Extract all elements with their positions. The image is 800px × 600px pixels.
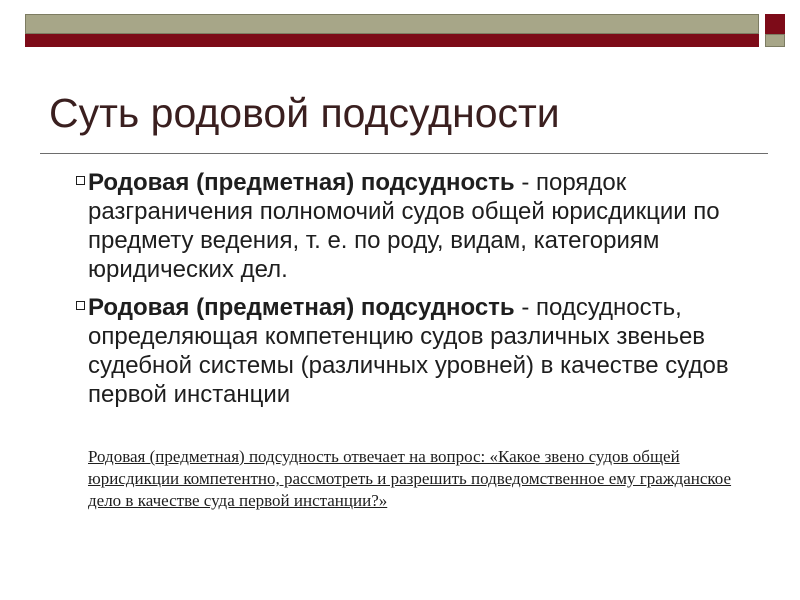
bullet-text: - порядок разграничения полномочий судов общей юрисдикции по предмету ведения, т. е. по роду, видам, категориям юридических дел. [88,169,720,283]
bullet-term: Родовая (предметная) подсудность [88,169,515,196]
header-band-red [25,34,759,47]
title-divider [40,153,768,154]
header-square-olive [765,34,785,47]
slide-title: Суть родовой подсудности [49,90,560,136]
hollow-square-icon [76,176,85,185]
note-text: Родовая (предметная) подсудность отвечает на вопрос: «Какое звено судов общей юрисдикции компетентно, рассмотреть и разрешить подведомственное ему гражданское дело в качестве суда первой инстанции?» [88,447,732,510]
bullet-list [88,168,748,418]
header-band-olive [25,14,759,34]
bullet-item [88,293,748,409]
bullet-term: Родовая (предметная) подсудность [88,294,515,321]
header-square-red [765,14,785,34]
hollow-square-icon [76,301,85,310]
bullet-item [88,168,748,284]
bullet-text: - подсудность, определяющая компетенцию судов различных звеньев судебной системы (различных уровней) в качестве судов первой инстанции [88,294,729,408]
